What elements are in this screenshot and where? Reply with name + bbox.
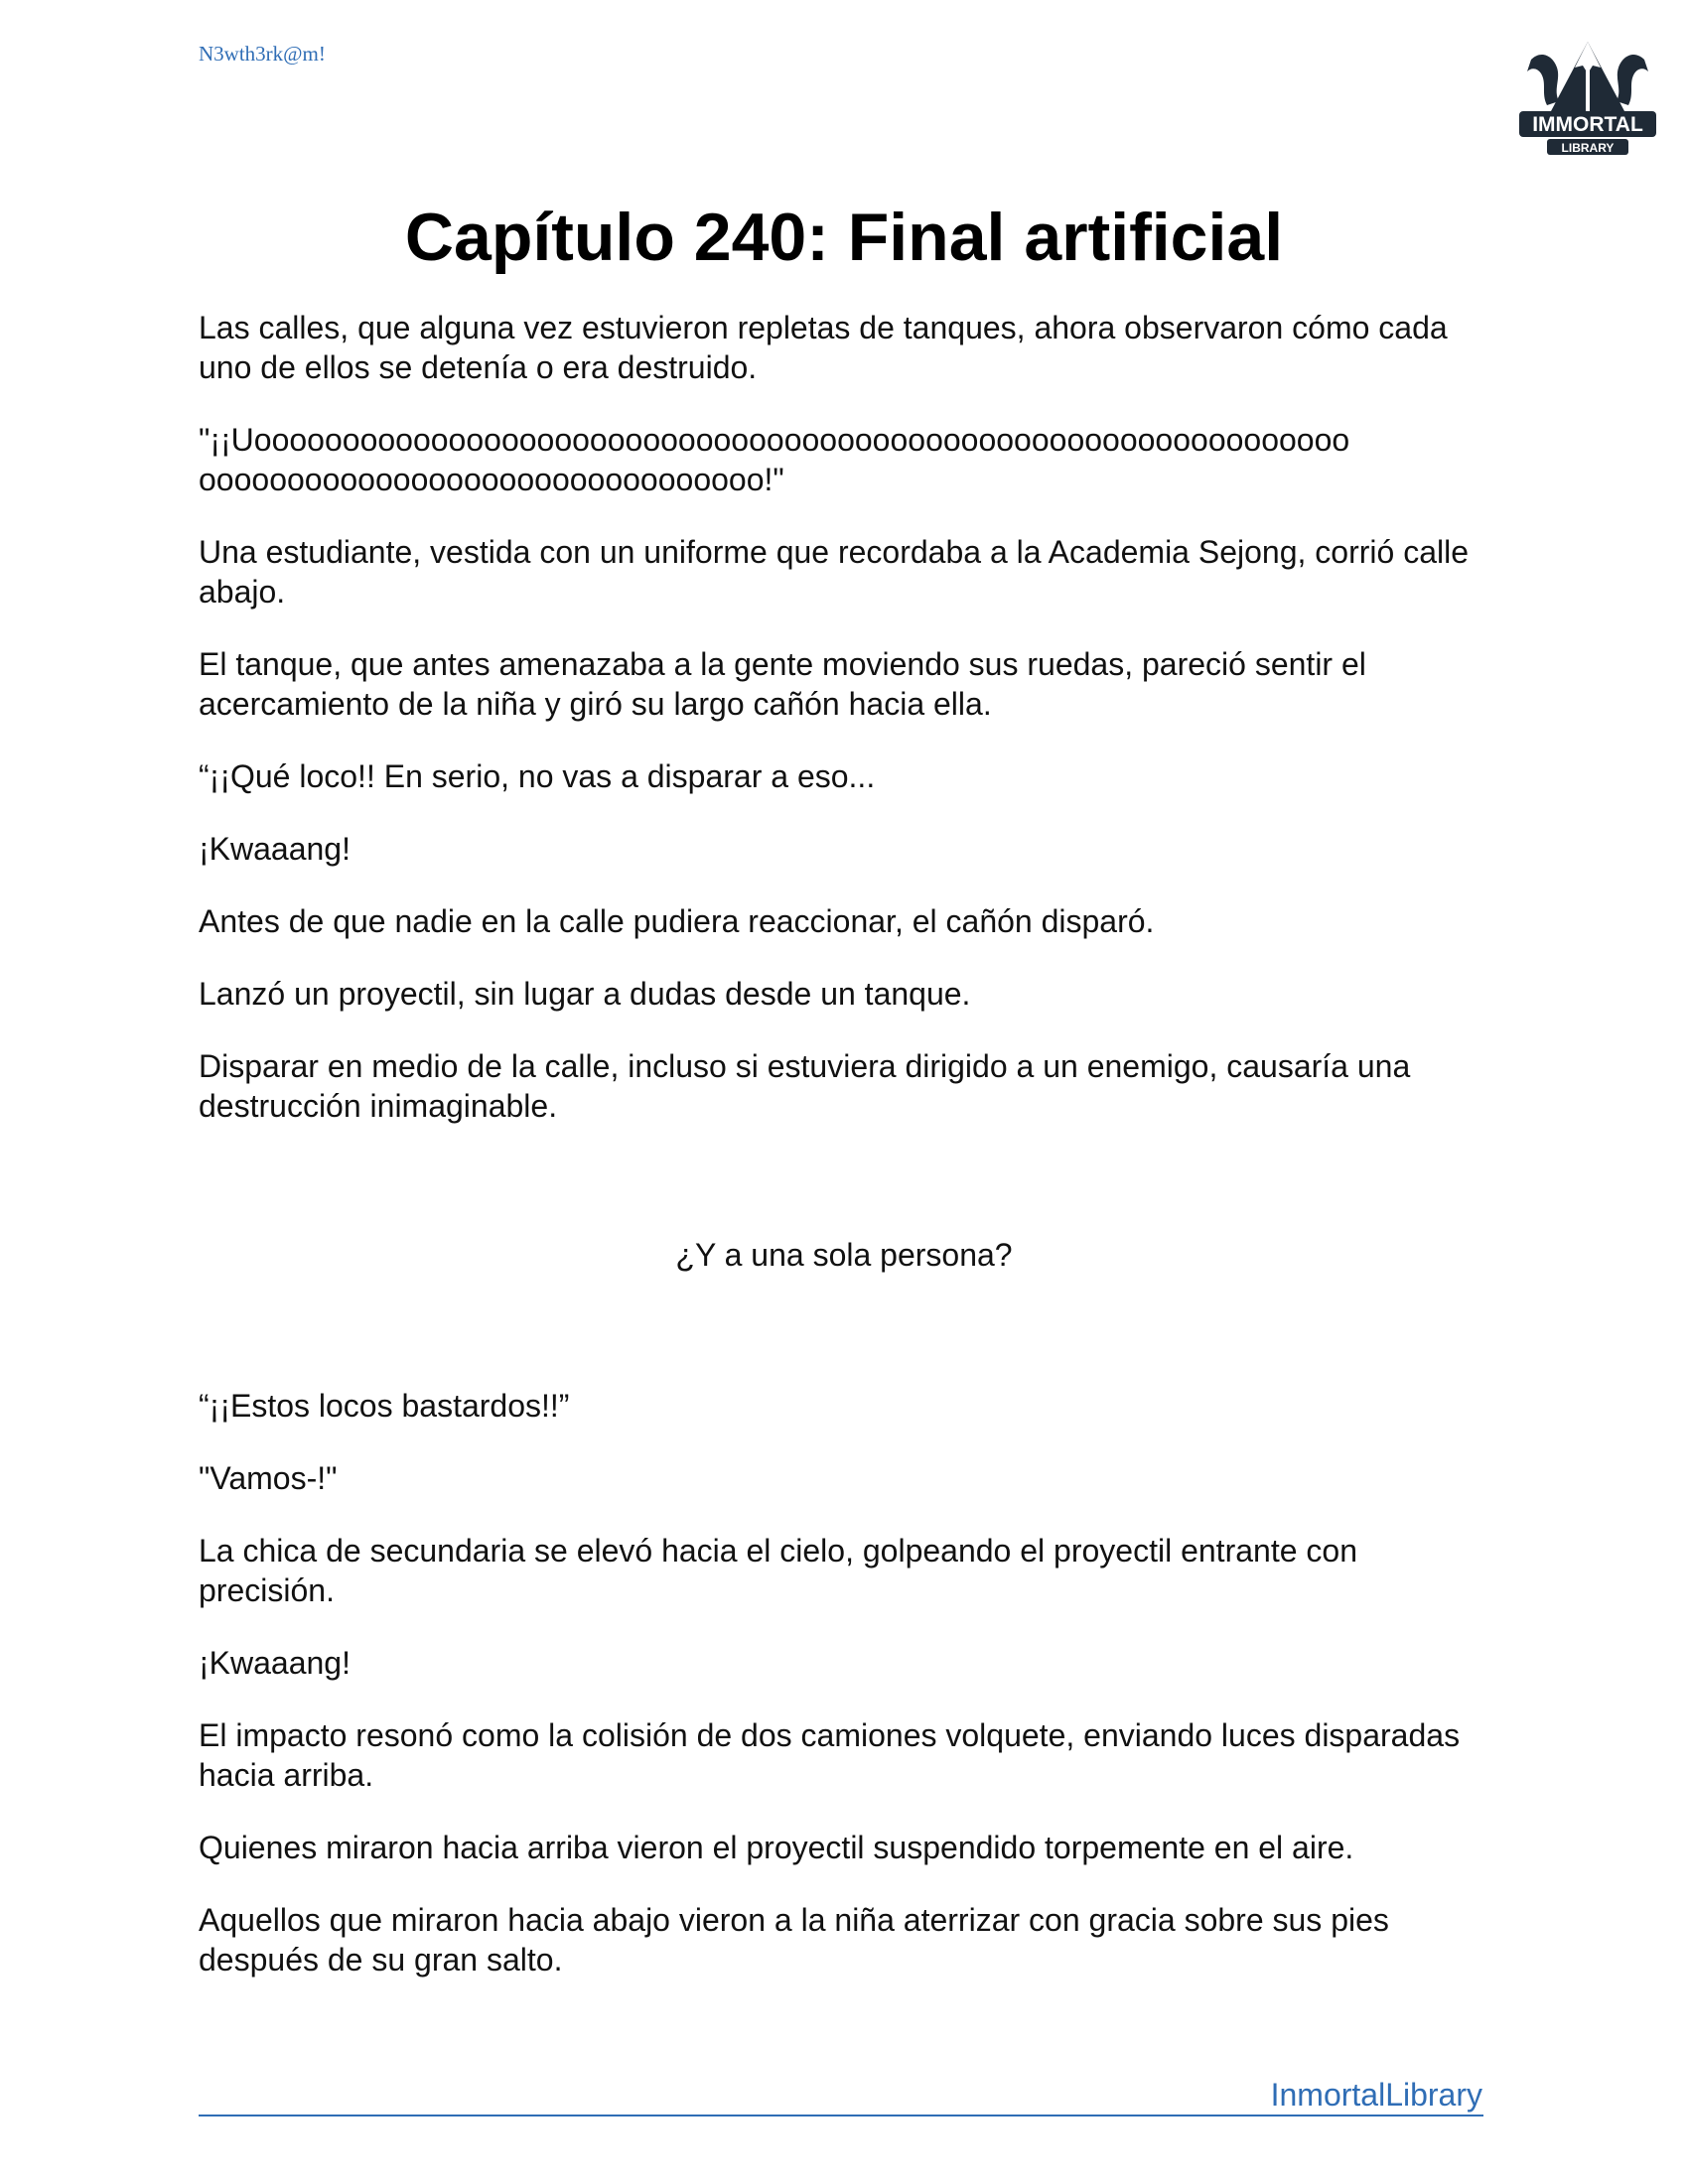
paragraph: Lanzó un proyectil, sin lugar a dudas desde un tanque.: [199, 976, 971, 1012]
paragraph: “¡¡Estos locos bastardos!!”: [199, 1388, 570, 1424]
watermark-text: N3wth3rk@m!: [199, 42, 326, 66]
paragraph: Las calles, que alguna vez estuvieron repletas de tanques, ahora observaron cómo cada uno de ellos se detenía o era destruido.: [199, 310, 1448, 385]
paragraph: ¡Kwaaang!: [199, 831, 351, 867]
paragraph: Quienes miraron hacia arriba vieron el proyectil suspendido torpemente en el aire.: [199, 1830, 1354, 1865]
immortal-library-logo: [1513, 30, 1662, 169]
paragraph: El tanque, que antes amenazaba a la gente moviendo sus ruedas, pareció sentir el acercamiento de la niña y giró su largo cañón hacia ella.: [199, 646, 1366, 722]
centered-paragraph: ¿Y a una sola persona?: [675, 1237, 1013, 1273]
footer-divider: [199, 2115, 1483, 2116]
logo-text-top: IMMORTAL: [1532, 113, 1643, 136]
paragraph: Antes de que nadie en la calle pudiera reaccionar, el cañón disparó.: [199, 903, 1155, 939]
paragraph: Aquellos que miraron hacia abajo vieron a la niña aterrizar con gracia sobre sus pies después de su gran salto.: [199, 1902, 1389, 1978]
paragraph: “¡¡Qué loco!! En serio, no vas a disparar a eso...: [199, 758, 876, 794]
footer-library-link[interactable]: InmortalLibrary: [1270, 2077, 1482, 2113]
paragraph: ¡Kwaaang!: [199, 1645, 351, 1681]
paragraph: Una estudiante, vestida con un uniforme que recordaba a la Academia Sejong, corrió calle abajo.: [199, 534, 1469, 610]
paragraph: "Vamos-!": [199, 1460, 338, 1496]
chapter-body: [199, 308, 1489, 2012]
logo-text-bottom: LIBRARY: [1561, 141, 1615, 155]
chapter-title: Capítulo 240: Final artificial: [404, 200, 1284, 275]
paragraph: Disparar en medio de la calle, incluso si estuviera dirigido a un enemigo, causaría una destrucción inimaginable.: [199, 1048, 1411, 1124]
paragraph: La chica de secundaria se elevó hacia el cielo, golpeando el proyectil entrante con precisión.: [199, 1533, 1357, 1608]
paragraph: "¡¡Uoooooooooooooooooooooooooooooooooooooooooooooooooooooooooooooo oooooooooooooooooooooooooooooooo!": [199, 422, 1350, 497]
paragraph: El impacto resonó como la colisión de dos camiones volquete, enviando luces disparadas hacia arriba.: [199, 1717, 1461, 1793]
